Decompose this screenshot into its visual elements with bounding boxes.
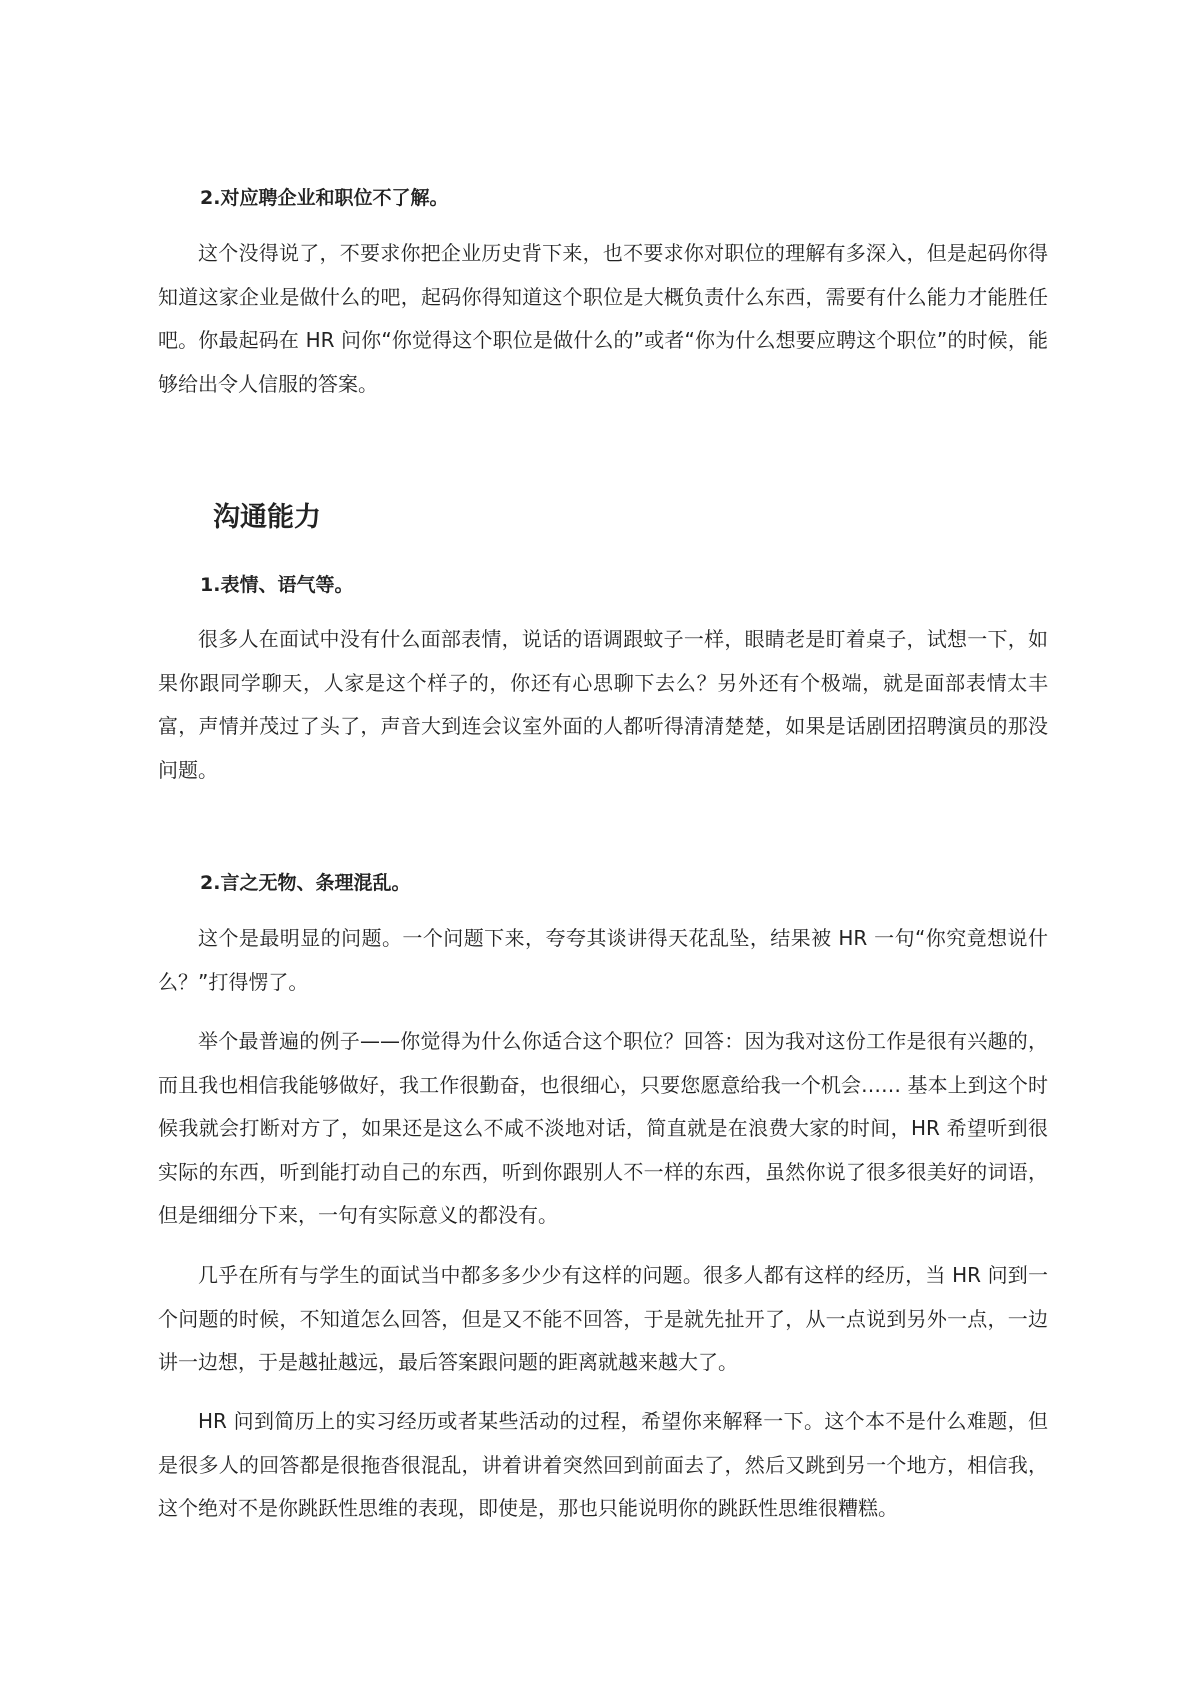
section-title-communication: 沟通能力 [213,502,321,533]
paragraph-no-substance-2: 举个最普遍的例子——你觉得为什么你适合这个职位？回答：因为我对这份工作是很有兴趣的，而且我也相信我能够做好，我工作很勤奋，也很细心，只要您愿意给我一个机会…… 基本上到这个时候我就会打断对方了，如果还是这么不咸不淡地对话，简直就是在浪费大家的时间，HR 希望听到很实际的东西，听到能打动自己的东西，听到你跟别人不一样的东西，虽然你说了很多很美好的词语，但是细细分下来，一句有实际意义的都没有。 [158,1029,1048,1227]
paragraph-no-substance-1: 这个是最明显的问题。一个问题下来，夸夸其谈讲得天花乱坠，结果被 HR 一句“你究竟想说什么？”打得愣了。 [158,926,1048,994]
subheading-unfamiliar-company: 2.对应聘企业和职位不了解。 [200,187,449,209]
paragraph-no-substance-3: 几乎在所有与学生的面试当中都多多少少有这样的问题。很多人都有这样的经历，当 HR 问到一个问题的时候，不知道怎么回答，但是又不能不回答，于是就先扯开了，从一点说到另外一点，一边讲一边想，于是越扯越远，最后答案跟问题的距离就越来越大了。 [158,1263,1048,1374]
paragraph-unfamiliar-company: 这个没得说了，不要求你把企业历史背下来，也不要求你对职位的理解有多深入，但是起码你得知道这家企业是做什么的吧，起码你得知道这个职位是大概负责什么东西，需要有什么能力才能胜任吧。你最起码在 HR 问你“你觉得这个职位是做什么的”或者“你为什么想要应聘这个职位”的时候，能够给出令人信服的答案。 [158,241,1048,396]
paragraph-expression-tone: 很多人在面试中没有什么面部表情，说话的语调跟蚊子一样，眼睛老是盯着桌子，试想一下，如果你跟同学聊天，人家是这个样子的，你还有心思聊下去么？另外还有个极端，就是面部表情太丰富，声情并茂过了头了，声音大到连会议室外面的人都听得清清楚楚，如果是话剧团招聘演员的那没问题。 [158,627,1048,782]
subheading-expression-tone: 1.表情、语气等。 [200,574,354,596]
paragraph-no-substance-4: HR 问到简历上的实习经历或者某些活动的过程，希望你来解释一下。这个本不是什么难题，但是很多人的回答都是很拖沓很混乱，讲着讲着突然回到前面去了，然后又跳到另一个地方，相信我，这个绝对不是你跳跃性思维的表现，即使是，那也只能说明你的跳跃性思维很糟糕。 [158,1409,1048,1520]
subheading-no-substance: 2.言之无物、条理混乱。 [200,872,411,894]
